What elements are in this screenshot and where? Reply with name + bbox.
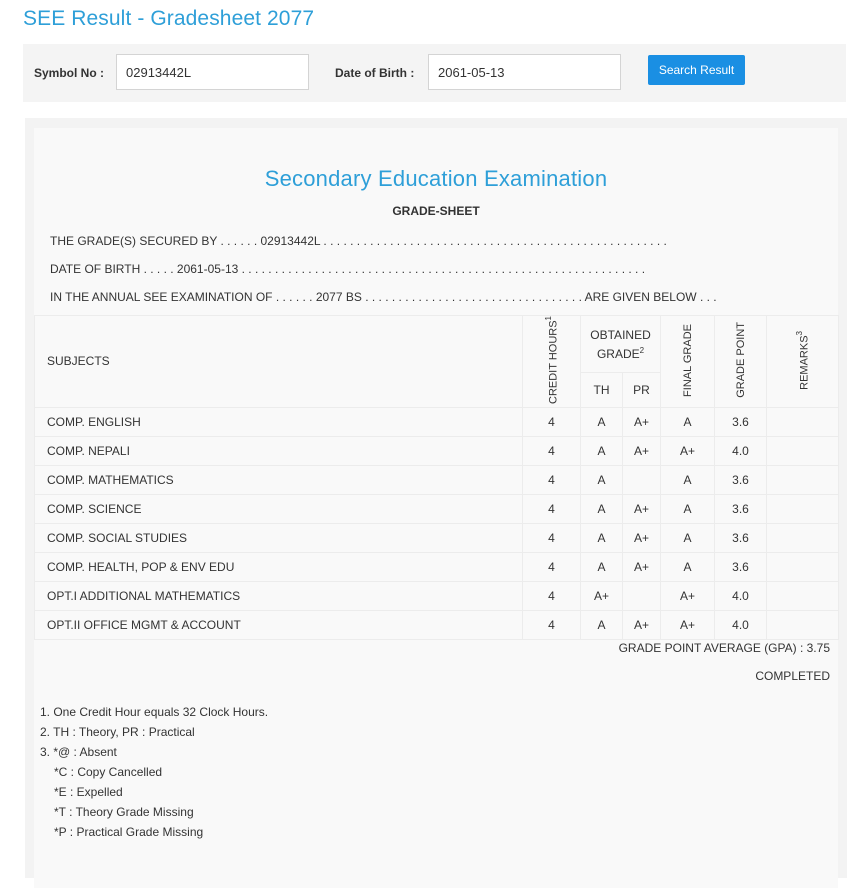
gradesheet-panel bbox=[25, 118, 847, 878]
remarks-cell bbox=[767, 610, 839, 639]
table-row bbox=[35, 552, 839, 581]
remarks-header: REMARKS$^3$ bbox=[767, 316, 839, 408]
footnote: 1. One Credit Hour equals 32 Clock Hours. bbox=[40, 705, 269, 719]
symbol-input[interactable] bbox=[116, 54, 309, 90]
symbol-label: Symbol No : bbox=[34, 66, 105, 80]
pr-grade-cell: A+ bbox=[623, 494, 661, 523]
pr-grade-cell: A+ bbox=[623, 407, 661, 436]
grade-point-cell: 3.6 bbox=[715, 494, 767, 523]
page-title: SEE Result - Gradesheet 2077 bbox=[23, 7, 315, 30]
grades-table bbox=[34, 315, 839, 640]
dob-label: Date of Birth : bbox=[335, 66, 415, 80]
subject-cell: COMP. MATHEMATICS bbox=[35, 465, 523, 494]
remarks-cell bbox=[767, 581, 839, 610]
pr-grade-cell bbox=[623, 465, 661, 494]
final-grade-cell: A bbox=[661, 494, 715, 523]
grade-point-cell: 3.6 bbox=[715, 407, 767, 436]
th-header: TH bbox=[581, 373, 623, 408]
status-text: COMPLETED bbox=[755, 669, 830, 683]
final-grade-header: FINAL GRADE bbox=[661, 316, 715, 408]
th-grade-cell: A bbox=[581, 494, 623, 523]
gradesheet bbox=[34, 128, 838, 888]
gpa-text: GRADE POINT AVERAGE (GPA) : 3.75 bbox=[618, 641, 830, 655]
final-grade-cell: A bbox=[661, 523, 715, 552]
th-grade-cell: A bbox=[581, 523, 623, 552]
table-row bbox=[35, 436, 839, 465]
grade-point-cell: 4.0 bbox=[715, 436, 767, 465]
table-row bbox=[35, 465, 839, 494]
table-row bbox=[35, 581, 839, 610]
grade-point-cell: 4.0 bbox=[715, 610, 767, 639]
remarks-cell bbox=[767, 523, 839, 552]
grade-point-header: GRADE POINT bbox=[715, 316, 767, 408]
search-result-button[interactable]: Search Result bbox=[648, 55, 745, 85]
remarks-cell bbox=[767, 407, 839, 436]
grade-point-cell: 3.6 bbox=[715, 523, 767, 552]
table-row bbox=[35, 494, 839, 523]
th-grade-cell: A bbox=[581, 407, 623, 436]
subject-cell: OPT.II OFFICE MGMT & ACCOUNT bbox=[35, 610, 523, 639]
credit-cell: 4 bbox=[523, 552, 581, 581]
exam-title: Secondary Education Examination bbox=[264, 166, 608, 191]
subject-cell: COMP. NEPALI bbox=[35, 436, 523, 465]
footnotes bbox=[40, 702, 268, 842]
credit-cell: 4 bbox=[523, 407, 581, 436]
pr-grade-cell: A+ bbox=[623, 552, 661, 581]
remarks-cell bbox=[767, 436, 839, 465]
subject-cell: COMP. HEALTH, POP & ENV EDU bbox=[35, 552, 523, 581]
dob-line: DATE OF BIRTH . . . . . 2061-05-13 . . . . . . . . . . . . . . . . . . . . . . . . . . . . . . . . . . . . . . . . . . . . . . . . . . . . . . . . . . . . . bbox=[50, 262, 646, 276]
th-grade-cell: A bbox=[581, 552, 623, 581]
subject-cell: COMP. SCIENCE bbox=[35, 494, 523, 523]
final-grade-cell: A+ bbox=[661, 610, 715, 639]
pr-grade-cell: A+ bbox=[623, 610, 661, 639]
dob-input[interactable] bbox=[428, 54, 621, 90]
credit-cell: 4 bbox=[523, 436, 581, 465]
pr-grade-cell: A+ bbox=[623, 523, 661, 552]
grade-point-cell: 4.0 bbox=[715, 581, 767, 610]
footnote: *T : Theory Grade Missing bbox=[54, 805, 194, 819]
table-row bbox=[35, 523, 839, 552]
pr-header: PR bbox=[623, 373, 661, 408]
final-grade-cell: A bbox=[661, 552, 715, 581]
obtained-grade-header: OBTAINED GRADE$^2$ bbox=[581, 316, 661, 373]
final-grade-cell: A+ bbox=[661, 581, 715, 610]
th-grade-cell: A bbox=[581, 436, 623, 465]
remarks-cell bbox=[767, 552, 839, 581]
th-grade-cell: A+ bbox=[581, 581, 623, 610]
credit-cell: 4 bbox=[523, 494, 581, 523]
exam-line: IN THE ANNUAL SEE EXAMINATION OF . . . . . . 2077 BS . . . . . . . . . . . . . . . . . . . . . . . . . . . . . . . . . ARE GIVEN BELOW . . . bbox=[50, 290, 717, 304]
footnote: 2. TH : Theory, PR : Practical bbox=[40, 725, 195, 739]
remarks-cell bbox=[767, 465, 839, 494]
table-row bbox=[35, 407, 839, 436]
final-grade-cell: A+ bbox=[661, 436, 715, 465]
subject-cell: OPT.I ADDITIONAL MATHEMATICS bbox=[35, 581, 523, 610]
search-bar bbox=[23, 44, 846, 102]
secured-by-line: THE GRADE(S) SECURED BY . . . . . . 02913442L . . . . . . . . . . . . . . . . . . . . . . . . . . . . . . . . . . . . . . . . . . . . . . . . . . . . bbox=[50, 234, 667, 248]
credit-cell: 4 bbox=[523, 465, 581, 494]
credit-cell: 4 bbox=[523, 610, 581, 639]
credit-cell: 4 bbox=[523, 581, 581, 610]
gradesheet-title: GRADE-SHEET bbox=[392, 204, 480, 218]
subjects-header: SUBJECTS bbox=[35, 316, 523, 408]
footnote: *E : Expelled bbox=[54, 785, 123, 799]
pr-grade-cell bbox=[623, 581, 661, 610]
pr-grade-cell: A+ bbox=[623, 436, 661, 465]
footnote: *C : Copy Cancelled bbox=[54, 765, 163, 779]
footnote: *P : Practical Grade Missing bbox=[54, 825, 204, 839]
th-grade-cell: A bbox=[581, 465, 623, 494]
remarks-cell bbox=[767, 494, 839, 523]
th-grade-cell: A bbox=[581, 610, 623, 639]
footnote: 3. *@ : Absent bbox=[40, 745, 117, 759]
table-row bbox=[35, 610, 839, 639]
credit-hours-header: CREDIT HOURS$^1$ bbox=[523, 316, 581, 408]
grade-point-cell: 3.6 bbox=[715, 552, 767, 581]
subject-cell: COMP. SOCIAL STUDIES bbox=[35, 523, 523, 552]
final-grade-cell: A bbox=[661, 465, 715, 494]
grade-point-cell: 3.6 bbox=[715, 465, 767, 494]
credit-cell: 4 bbox=[523, 523, 581, 552]
subject-cell: COMP. ENGLISH bbox=[35, 407, 523, 436]
final-grade-cell: A bbox=[661, 407, 715, 436]
